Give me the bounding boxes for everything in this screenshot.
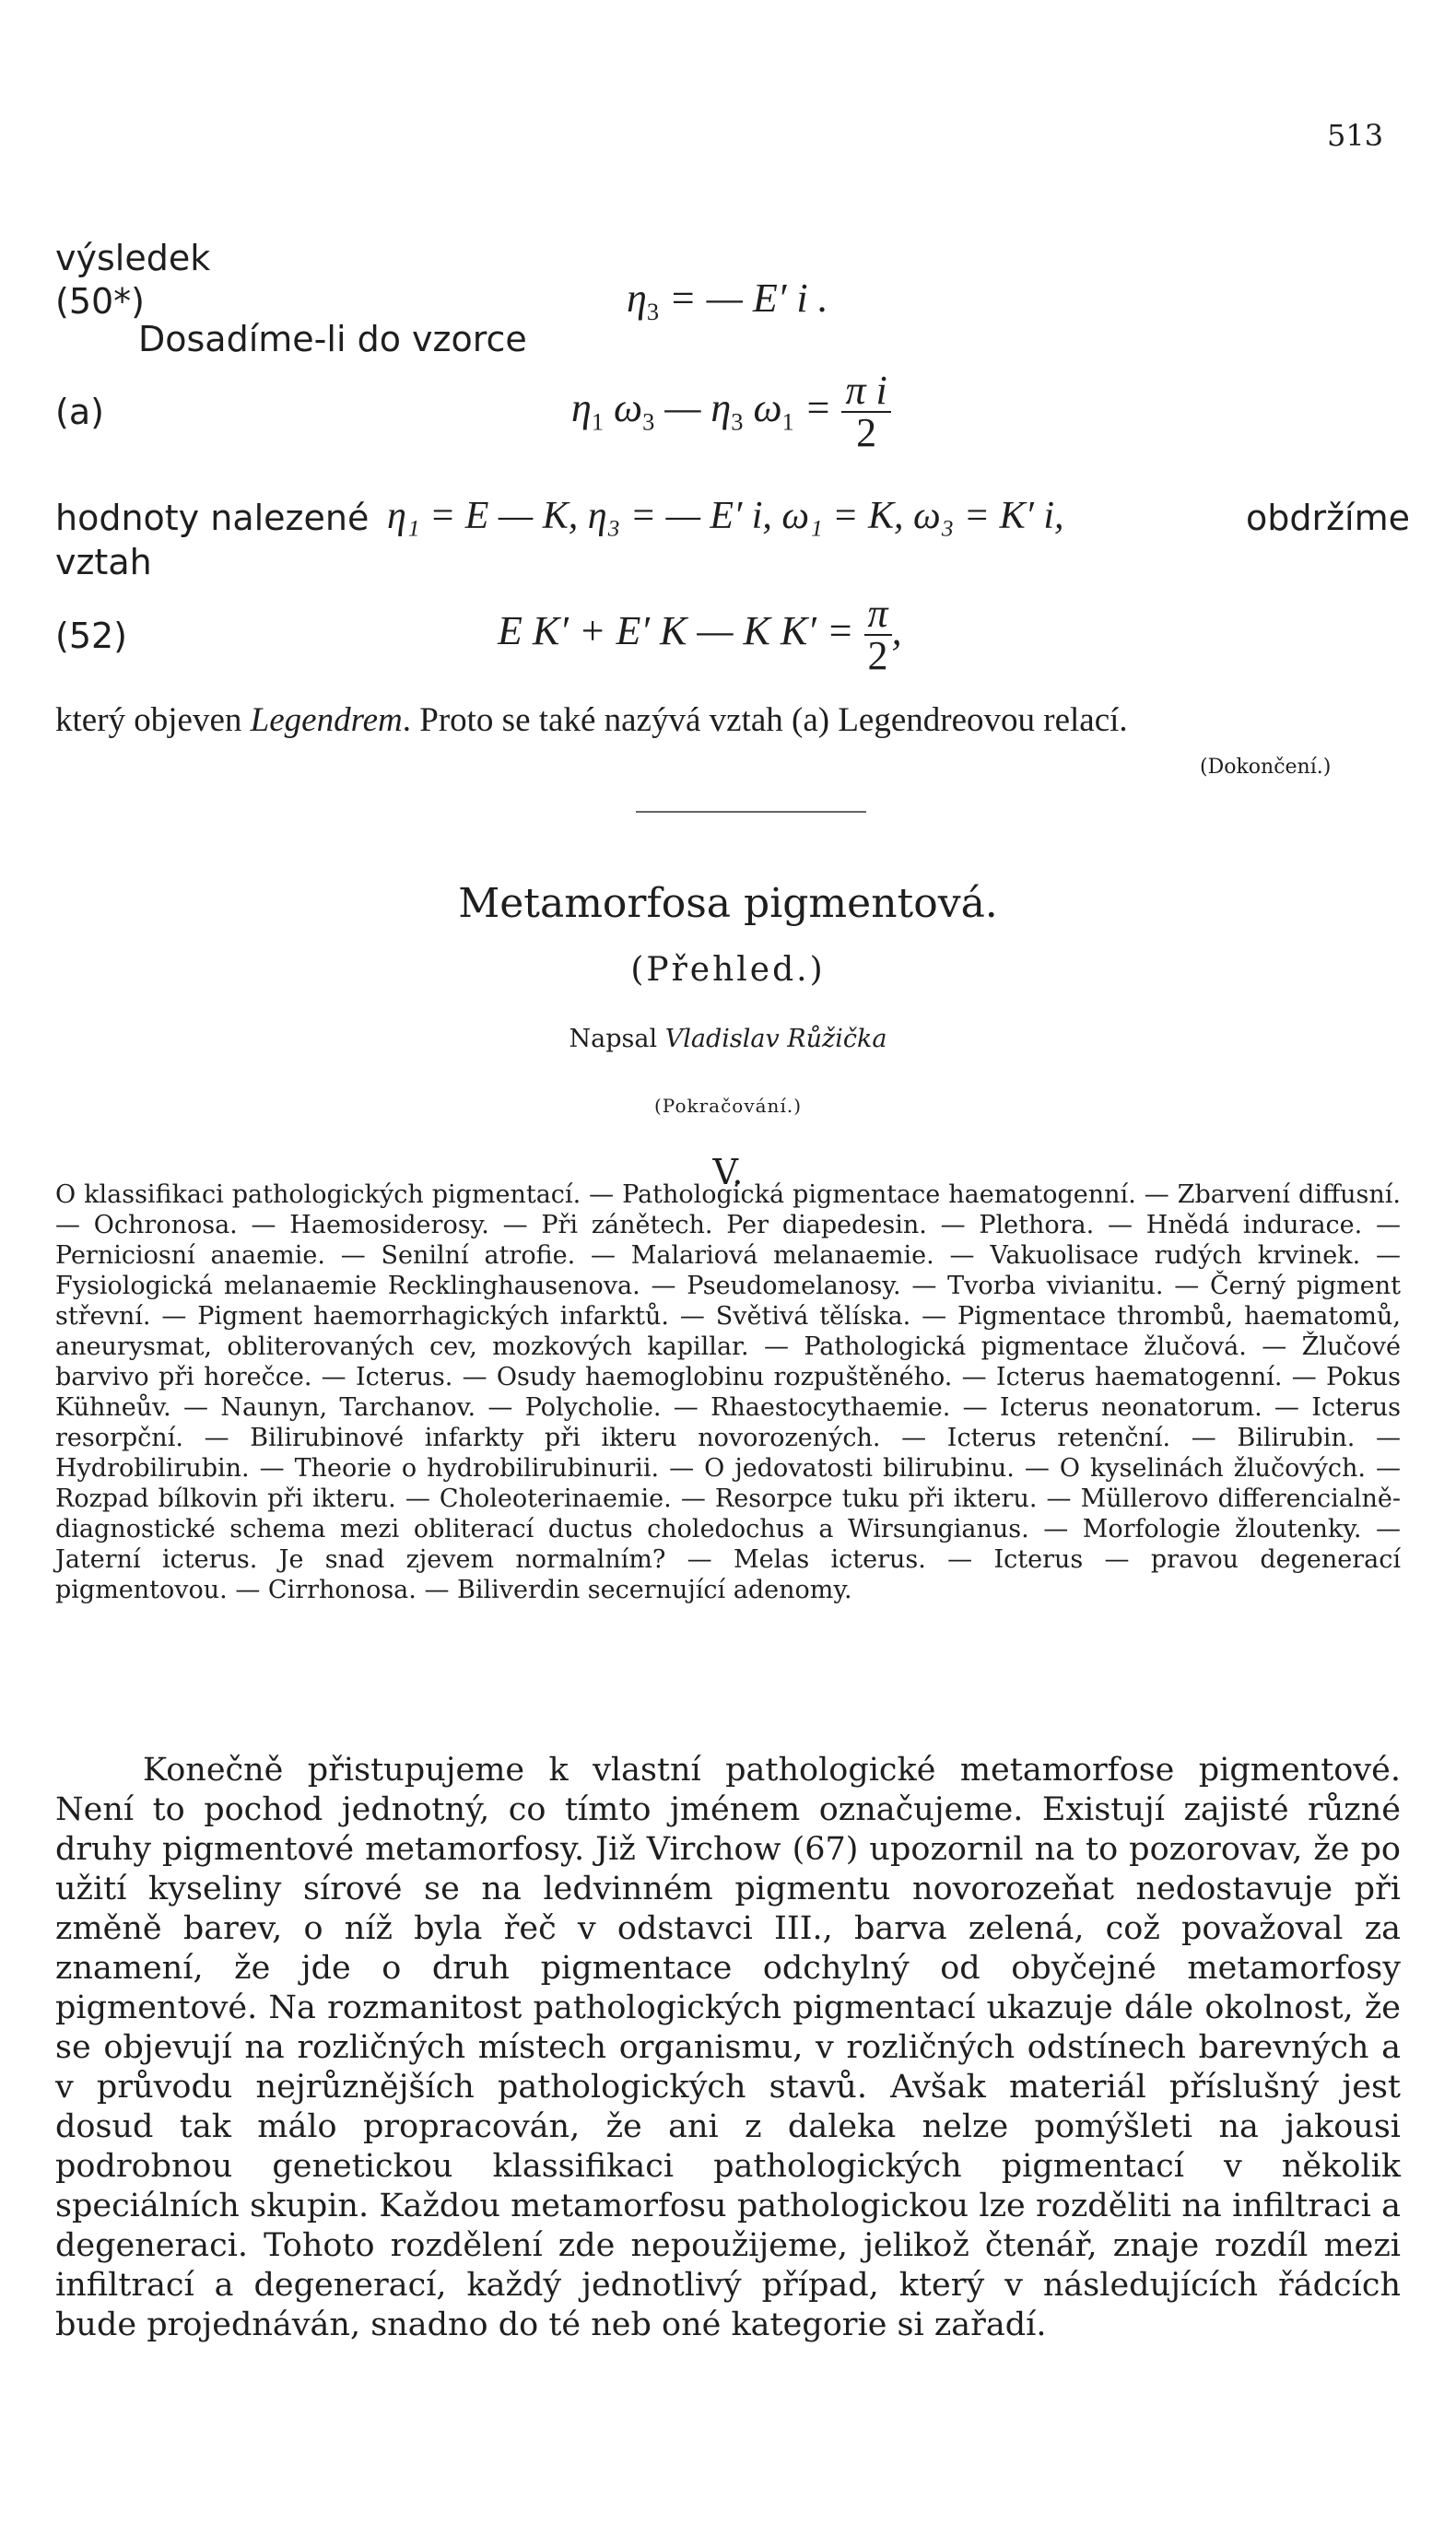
text-vysledek: výsledek [55,238,211,278]
section-divider [636,811,866,813]
equation-50-rhs: = — E′ i . [659,276,828,321]
omega3-symbol: ω [604,385,643,431]
omega1-symbol: ω [743,385,782,431]
body-paragraph: Konečně přistupujeme k vlastní pathologické metamorfose pigmentové. Není to pochod jednotný, co tímto jménem označujeme. Existují zajisté různé druhy pigmentové metamorfosy. Již Virchow (67) upozornil na to pozorovav, že po užití kyseliny sírové se na ledvinném pigmentu novorozeňat nedostavuje při změně barev, o níž byla řeč v odstavci III., barva zelená, což považoval za znamení, že jde o druh pigmentace odchylný od obyčejné metamorfosy pigmentové. Na rozmanitost pathologických pigmentací ukazuje dále okolnost, že se objevují na rozličných místech organismu, v rozličných odstínech barevných a v průvodu nejrůznějších pathologických stavů. Avšak materiál příslušný jest dosud tak málo propracován, že ani z daleka nelze pomýšleti na jakousi podrobnou genetickou klassifikaci pathologických pigmentací v několik speciálních skupin. Každou metamorfosu pathologickou lze rozděliti na infiltraci a degeneraci. Tohoto rozdělení zde nepoužijeme, jelikož čtenář, znaje rozdíl mezi infiltrací a degenerací, každý jednotlivý případ, který v následujících řádcích bude projednáván, snadno do té neb oné kategorie si zařadí. [55,1752,1401,2343]
article-author [0,1025,1456,1053]
equation-a [571,370,891,453]
equation-50 [627,275,828,326]
section-number: V. [712,1152,744,1192]
hodnoty-formula: η₁ = E — K, η₃ = — E′ i, ω₁ = K, ω₃ = K′ i, [387,495,1064,537]
section-summary [55,1179,1401,1605]
text-legendrem: Legendrem [250,701,403,739]
author-name: Vladislav Růžička [664,1025,887,1053]
equation-52 [498,593,902,676]
text-obdrzime: obdržíme [1246,498,1411,538]
fraction-numerator: π [864,593,892,636]
summary-paragraph: O klassifikaci pathologických pigmentací. — Pathologická pigmentace haematogenní. — Zbarvení diffusní. — Ochronosa. — Haemosiderosy. — Při zánětech. Per diapedesin. — Plethora. — Hnědá indurace. — Perniciosní anaemie. — Senilní atrofie. — Malariová melanaemie. — Vakuolisace rudých krvinek. — Fysiologická melanaemie Recklinghausenova. — Pseudomelanosy. — Tvorba vivianitu. — Černý pigment střevní. — Pigment haemorrhagických infarktů. — Světivá tělíska. — Pigmentace thrombů, haematomů, aneurysmat, obliterovaných cev, mozkových kapillar. — Pathologická pigmentace žlučová. — Žlučové barvivo při horečce. — Icterus. — Osudy haemoglobinu rozpuštěného. — Icterus haematogenní. — Pokus Kühneův. — Naunyn, Tarchanov. — Polycholie. — Rhaestocythaemie. — Icterus neonatorum. — Icterus resorpční. — Bilirubinové infarkty při ikteru novorozených. — Icterus retenční. — Bilirubin. — Hydrobilirubin. — Theorie o hydrobilirubinurii. — O jedovatosti bilirubinu. — O kyselinách žlučových. — Rozpad bílkovin při ikteru. — Choleoterinaemie. — Resorpce tuku při ikteru. — Müllerovo differencialně-diagnostické schema mezi obliterací ductus choledochus a Wirsungianus. — Morfologie žloutenky. — Jaterní icterus. Je snad zjevem normalním? — Melas icterus. — Icterus — pravou degenerací pigmentovou. — Cirrhonosa. — Biliverdin secernující adenomy. [55,1180,1401,1604]
fraction-numerator: π i [841,370,890,413]
body-text [55,1751,1401,2345]
text-ktery-after: . Proto se také nazývá vztah (a) Legendreovou relací. [402,701,1128,739]
article-subtitle: (Přehled.) [630,951,826,989]
eta-subscript: 3 [646,298,660,326]
eta1-symbol: η [571,385,592,431]
fraction-pi-i-over-2 [841,370,890,453]
fraction-denominator: 2 [856,410,877,455]
equation-label-a: (a) [55,392,104,432]
text-ktery-before: který objeven [55,701,251,739]
fraction-denominator: 2 [867,633,888,678]
eta3-subscript: 3 [731,407,744,436]
author-prefix: Napsal [569,1025,665,1053]
continuation-note: (Pokračování.) [654,1095,802,1117]
equation-label-50: (50*) [55,281,146,322]
text-ktery-objeven [55,700,1128,740]
equation-label-52: (52) [55,616,128,656]
article-title: Metamorfosa pigmentová. [458,880,998,927]
fraction-pi-over-2 [864,593,892,676]
eta-symbol: η [627,276,647,321]
page-number: 513 [1327,118,1384,153]
eta3-symbol: — η [654,385,732,431]
text-hodnoty: hodnoty nalezené [55,498,370,538]
text-dosadime: Dosadíme-li do vzorce [138,319,527,359]
equation-52-comma: , [891,608,902,654]
equation-52-lhs: E K′ + E′ K — K K′ = [498,608,864,654]
dokonceni-note: (Dokončení.) [1200,756,1332,779]
text-vztah: vztah [55,542,152,582]
eta1-subscript: 1 [591,407,605,436]
omega3-subscript: 3 [642,407,655,436]
omega1-subscript: 1 [781,407,794,436]
equals-sign: = [793,385,842,431]
